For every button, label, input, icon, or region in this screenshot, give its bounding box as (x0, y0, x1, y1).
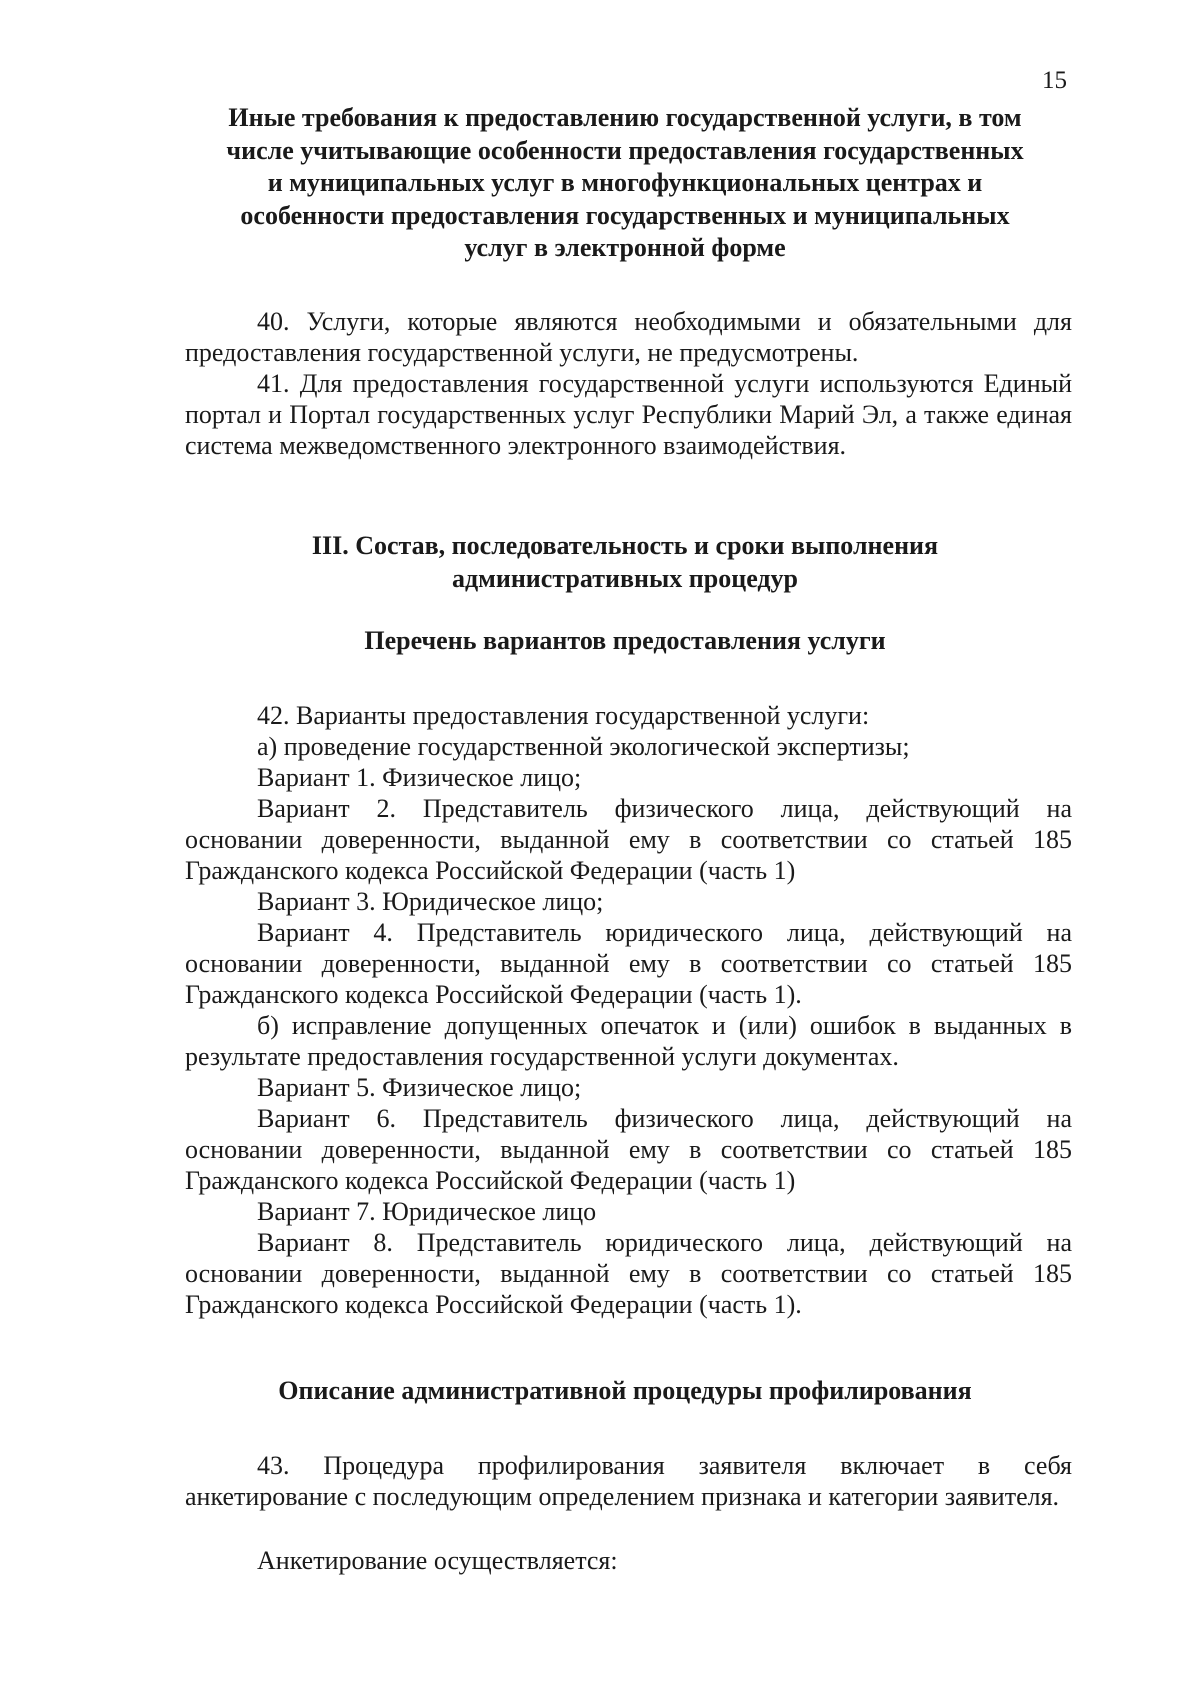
page-number: 15 (1042, 67, 1067, 94)
paragraph-40: 40. Услуги, которые являются необходимыми и обязательными для предоставления государственной услуги, не предусмотрены. (185, 307, 1072, 367)
heading-line: и муниципальных услуг в многофункциональных центрах и (267, 168, 983, 197)
variant-4: Вариант 4. Представитель юридического лица, действующий на основании доверенности, выданной ему в соответствии со статьей 185 Гражданского кодекса Российской Федерации (часть 1). (185, 918, 1072, 1009)
heading-other-requirements (180, 102, 1070, 265)
heading-line: Иные требования к предоставлению государственной услуги, в том (228, 103, 1022, 132)
variant-3: Вариант 3. Юридическое лицо; (257, 887, 604, 916)
paragraph-42a: а) проведение государственной экологической экспертизы; (257, 732, 910, 761)
paragraph-43: 43. Процедура профилирования заявителя включает в себя анкетирование с последующим определением признака и категории заявителя. (185, 1451, 1072, 1511)
variant-6: Вариант 6. Представитель физического лица, действующий на основании доверенности, выданной ему в соответствии со статьей 185 Гражданского кодекса Российской Федерации (часть 1) (185, 1104, 1072, 1195)
profiling-heading: Описание административной процедуры профилирования (278, 1376, 972, 1405)
section-3-heading (180, 530, 1070, 595)
variant-2: Вариант 2. Представитель физического лица, действующий на основании доверенности, выданной ему в соответствии со статьей 185 Гражданского кодекса Российской Федерации (часть 1) (185, 794, 1072, 885)
variant-1: Вариант 1. Физическое лицо; (257, 763, 582, 792)
variant-7: Вариант 7. Юридическое лицо (257, 1197, 597, 1226)
paragraph-43-survey: Анкетирование осуществляется: (257, 1546, 618, 1575)
heading-line: числе учитывающие особенности предоставления государственных (226, 135, 1024, 165)
paragraph-42b: б) исправление допущенных опечаток и (или) ошибок в выданных в результате предоставления государственной услуги документах. (185, 1011, 1072, 1071)
heading-line: административных процедур (451, 563, 799, 593)
paragraph-42: 42. Варианты предоставления государственной услуги: (257, 701, 870, 730)
heading-line: особенности предоставления государственных и муниципальных (240, 200, 1010, 230)
paragraph-41: 41. Для предоставления государственной услуги используются Единый портал и Портал государственных услуг Республики Марий Эл, а также единая система межведомственного электронного взаимодействия. (185, 369, 1072, 460)
variant-8: Вариант 8. Представитель юридического лица, действующий на основании доверенности, выданной ему в соответствии со статьей 185 Гражданского кодекса Российской Федерации (часть 1). (185, 1228, 1072, 1319)
variant-5: Вариант 5. Физическое лицо; (257, 1073, 582, 1102)
heading-line: услуг в электронной форме (464, 233, 786, 262)
heading-line: III. Состав, последовательность и сроки выполнения (311, 531, 939, 560)
variants-heading: Перечень вариантов предоставления услуги (364, 626, 886, 655)
